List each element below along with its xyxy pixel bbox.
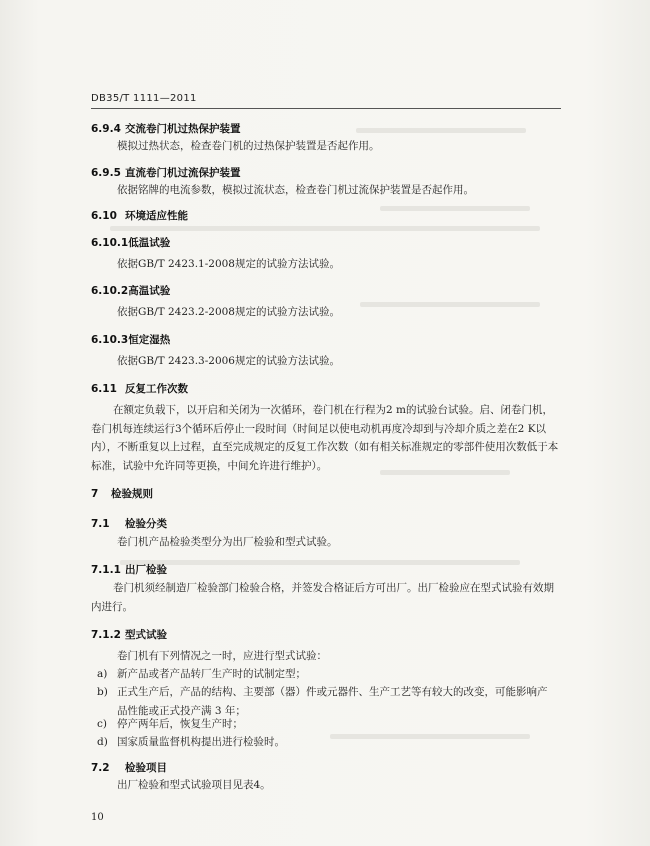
heading-title: 恒定湿热 (128, 334, 171, 346)
heading-title: 型式试验 (125, 629, 167, 641)
paragraph-7-1-1: 卷门机须经制造厂检验部门检验合格，并签发合格证后方可出厂。出厂检验应在型式试验有效期内进行。 (91, 582, 554, 613)
heading-title: 出厂检验 (125, 564, 167, 576)
paragraph-6-9-5: 依据铭牌的电流参数，模拟过流状态，检查卷门机过流保护装置是否起作用。 (117, 184, 474, 196)
heading-title: 检验规则 (111, 488, 153, 500)
paragraph-6-9-4: 模拟过热状态，检查卷门机的过热保护装置是否起作用。 (117, 140, 380, 152)
heading-title: 低温试验 (128, 237, 171, 249)
heading-7-1-2 (91, 627, 167, 642)
heading-7-1-1 (91, 562, 167, 577)
heading-number: 7.1 (91, 518, 110, 530)
list-marker: c) (97, 718, 107, 730)
heading-number: 6.9.5 (91, 167, 121, 179)
bleed-through-mark (120, 560, 520, 565)
heading-6-10-1 (91, 235, 170, 250)
heading-number: 6.10.3 (91, 334, 129, 346)
list-marker: a) (97, 668, 108, 680)
heading-number: 7.1.2 (91, 629, 121, 641)
list-marker: d) (97, 736, 108, 748)
paragraph-7-2: 出厂检验和型式试验项目见表4。 (117, 779, 271, 791)
list-item-text: 停产两年后，恢复生产时； (117, 718, 243, 730)
list-item-text: 新产品或者产品转厂生产时的试制定型； (117, 668, 306, 680)
paragraph-6-10-3: 依据GB/T 2423.3-2006规定的试验方法试验。 (117, 355, 340, 367)
list-item-text: 正式生产后，产品的结构、主要部（器）件或元器件、生产工艺等有较大的改变，可能影响产品性能或正式投产满 3 年； (117, 686, 548, 717)
paragraph-7-1: 卷门机产品检验类型分为出厂检验和型式试验。 (117, 536, 338, 548)
bleed-through-mark (380, 206, 530, 211)
heading-6-10-2 (91, 283, 170, 298)
paragraph-6-10-1: 依据GB/T 2423.1-2008规定的试验方法试验。 (117, 258, 340, 270)
heading-7 (91, 486, 153, 501)
heading-number: 7 (91, 488, 99, 500)
heading-title: 检验项目 (125, 762, 167, 774)
paragraph-6-10-2: 依据GB/T 2423.2-2008规定的试验方法试验。 (117, 306, 340, 318)
list-item (97, 665, 561, 684)
heading-number: 6.9.4 (91, 123, 121, 135)
heading-title: 高温试验 (128, 285, 171, 297)
heading-6-10-3 (91, 332, 170, 347)
bleed-through-mark (356, 128, 526, 133)
heading-title: 检验分类 (125, 518, 167, 530)
list-item (97, 733, 561, 752)
paragraph-7-1-2-intro: 卷门机有下列情况之一时，应进行型式试验： (117, 650, 327, 662)
heading-number: 6.10 (91, 210, 117, 222)
heading-6-9-5 (91, 165, 241, 180)
list-marker: b) (97, 686, 108, 698)
header-divider (91, 108, 561, 109)
page-number: 10 (91, 812, 104, 823)
heading-number: 6.10.1 (91, 237, 129, 249)
list-item-text: 国家质量监督机构提出进行检验时。 (117, 736, 285, 748)
heading-title: 反复工作次数 (125, 383, 188, 395)
heading-number: 7.2 (91, 762, 110, 774)
heading-6-10 (91, 208, 188, 223)
list-item (97, 715, 561, 734)
heading-number: 7.1.1 (91, 564, 121, 576)
paragraph-6-11: 在额定负载下，以开启和关闭为一次循环，卷门机在行程为2 m的试验台试验。启、闭卷门机，卷门机每连续运行3个循环后停止一段时间（时间足以使电动机再度冷却到与冷却介质之差在2 K以内），不断重复以上过程，直至完成规定的反复工作次数（如有相关标准规定的零部件使用次数低于本标准，试验中允许同等更换，中间允许进行维护）。 (91, 404, 559, 472)
heading-title: 环境适应性能 (125, 210, 188, 222)
heading-7-1 (91, 516, 167, 531)
heading-7-2 (91, 760, 167, 775)
heading-number: 6.10.2 (91, 285, 129, 297)
heading-title: 交流卷门机过热保护装置 (125, 123, 241, 135)
heading-title: 直流卷门机过流保护装置 (125, 167, 241, 179)
heading-6-11 (91, 381, 188, 396)
document-code: DB35/T 1111—2011 (91, 93, 197, 104)
heading-6-9-4 (91, 121, 241, 136)
bleed-through-mark (110, 226, 540, 231)
heading-number: 6.11 (91, 383, 117, 395)
